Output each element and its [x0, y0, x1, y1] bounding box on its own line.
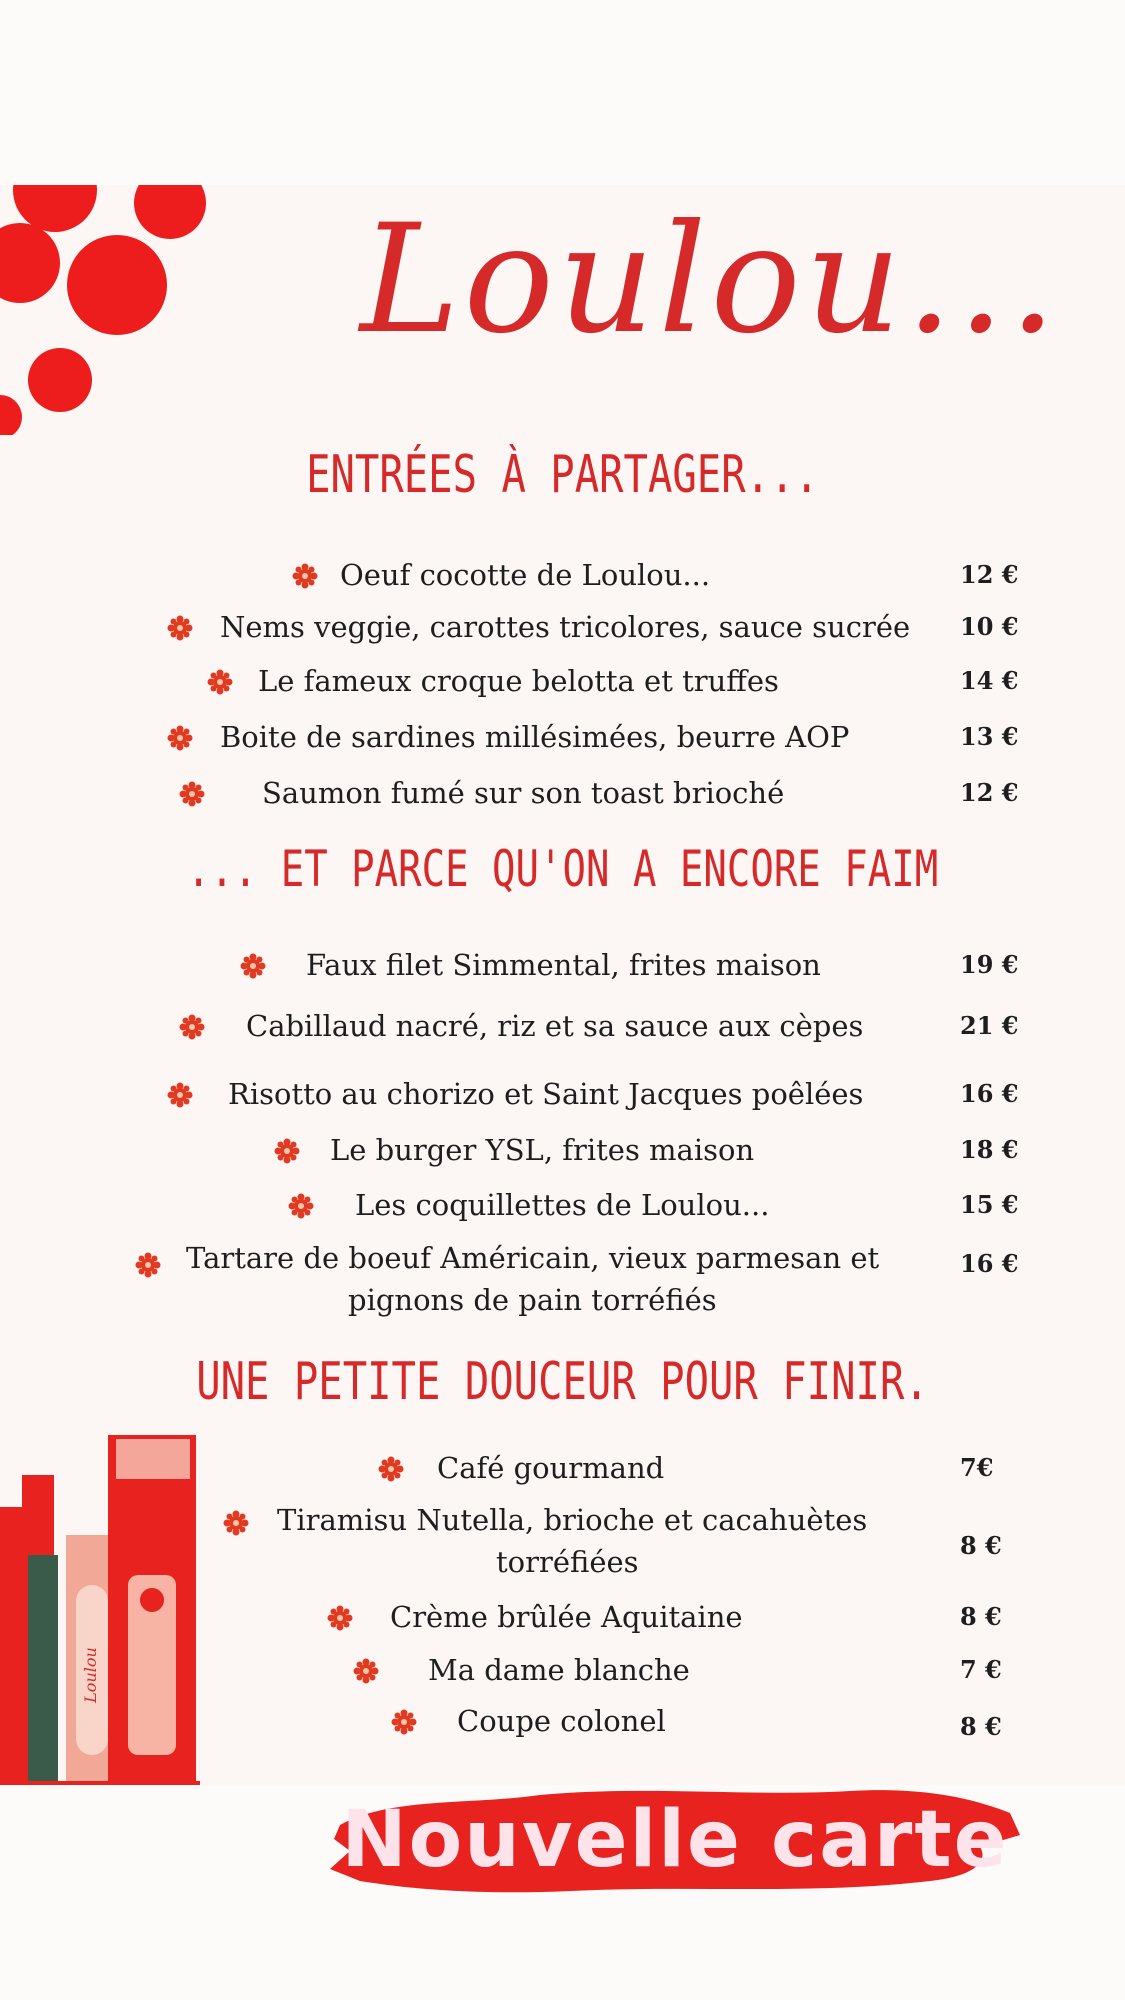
- menu-item-price: 19 €: [960, 950, 1019, 979]
- menu-item-name: Café gourmand: [437, 1451, 665, 1485]
- red-flower-icon: [327, 1605, 353, 1631]
- menu-item-price: 7 €: [960, 1655, 1002, 1684]
- menu-item-name: Crème brûlée Aquitaine: [390, 1600, 743, 1634]
- brand-title: Loulou...: [360, 193, 1061, 367]
- menu-item-name: Oeuf cocotte de Loulou...: [340, 558, 711, 592]
- red-flower-icon: [167, 615, 193, 641]
- menu-item-name: Saumon fumé sur son toast brioché: [262, 776, 785, 810]
- menu-item-price: 8 €: [960, 1602, 1002, 1631]
- menu-item-price: 8 €: [960, 1712, 1002, 1741]
- menu-item-price: 7€: [960, 1453, 994, 1482]
- book-label: Loulou: [81, 1647, 100, 1703]
- menu-item-name: Le fameux croque belotta et truffes: [258, 664, 779, 698]
- red-flower-icon: [240, 953, 266, 979]
- menu-item-price: 15 €: [960, 1190, 1019, 1219]
- menu-item-name: Risotto au chorizo et Saint Jacques poêlées: [228, 1077, 864, 1111]
- red-flower-icon: [207, 669, 233, 695]
- menu-item-name: Les coquillettes de Loulou...: [355, 1188, 770, 1222]
- menu-item-name: Faux filet Simmental, frites maison: [306, 948, 821, 982]
- books-illustration: [0, 1435, 200, 1785]
- menu-item-price: 21 €: [960, 1011, 1019, 1040]
- top-band: [0, 0, 1125, 185]
- red-flower-icon: [274, 1138, 300, 1164]
- menu-item-name: Le burger YSL, frites maison: [330, 1133, 755, 1167]
- menu-item-price: 8 €: [960, 1531, 1002, 1560]
- red-dots-decoration: [0, 185, 210, 435]
- menu-item-price: 16 €: [960, 1249, 1019, 1278]
- red-flower-icon: [292, 563, 318, 589]
- menu-item-name: Tiramisu Nutella, brioche et cacahuètes: [277, 1503, 868, 1537]
- section-title-entrees: ENTRÉES À PARTAGER...: [306, 445, 819, 505]
- menu-item-name: Tartare de boeuf Américain, vieux parmesan et: [186, 1241, 880, 1275]
- red-flower-icon: [179, 1014, 205, 1040]
- red-flower-icon: [223, 1510, 249, 1536]
- menu-item-price: 12 €: [960, 560, 1019, 589]
- menu-item-price: 13 €: [960, 722, 1019, 751]
- menu-item-name-line2: torréfiées: [496, 1545, 639, 1579]
- section-title-desserts: UNE PETITE DOUCEUR POUR FINIR.: [196, 1352, 929, 1412]
- red-flower-icon: [353, 1658, 379, 1684]
- red-flower-icon: [135, 1252, 161, 1278]
- red-flower-icon: [167, 1082, 193, 1108]
- menu-item-name-line2: pignons de pain torréfiés: [348, 1283, 717, 1317]
- red-flower-icon: [391, 1709, 417, 1735]
- menu-item-name: Ma dame blanche: [428, 1653, 690, 1687]
- menu-item-name: Cabillaud nacré, riz et sa sauce aux cèpes: [246, 1009, 864, 1043]
- menu-item-name: Coupe colonel: [457, 1704, 666, 1738]
- red-flower-icon: [378, 1456, 404, 1482]
- banner-text: Nouvelle carte: [341, 1795, 1009, 1885]
- red-flower-icon: [179, 781, 205, 807]
- red-flower-icon: [167, 725, 193, 751]
- menu-item-price: 10 €: [960, 612, 1019, 641]
- menu-item-price: 16 €: [960, 1079, 1019, 1108]
- red-flower-icon: [288, 1193, 314, 1219]
- menu-item-price: 12 €: [960, 778, 1019, 807]
- section-title-plats: ... ET PARCE QU'ON A ENCORE FAIM: [186, 840, 939, 898]
- menu-item-name: Nems veggie, carottes tricolores, sauce sucrée: [220, 610, 911, 644]
- menu-item-price: 14 €: [960, 666, 1019, 695]
- menu-item-price: 18 €: [960, 1135, 1019, 1164]
- menu-item-name: Boite de sardines millésimées, beurre AOP: [220, 720, 850, 754]
